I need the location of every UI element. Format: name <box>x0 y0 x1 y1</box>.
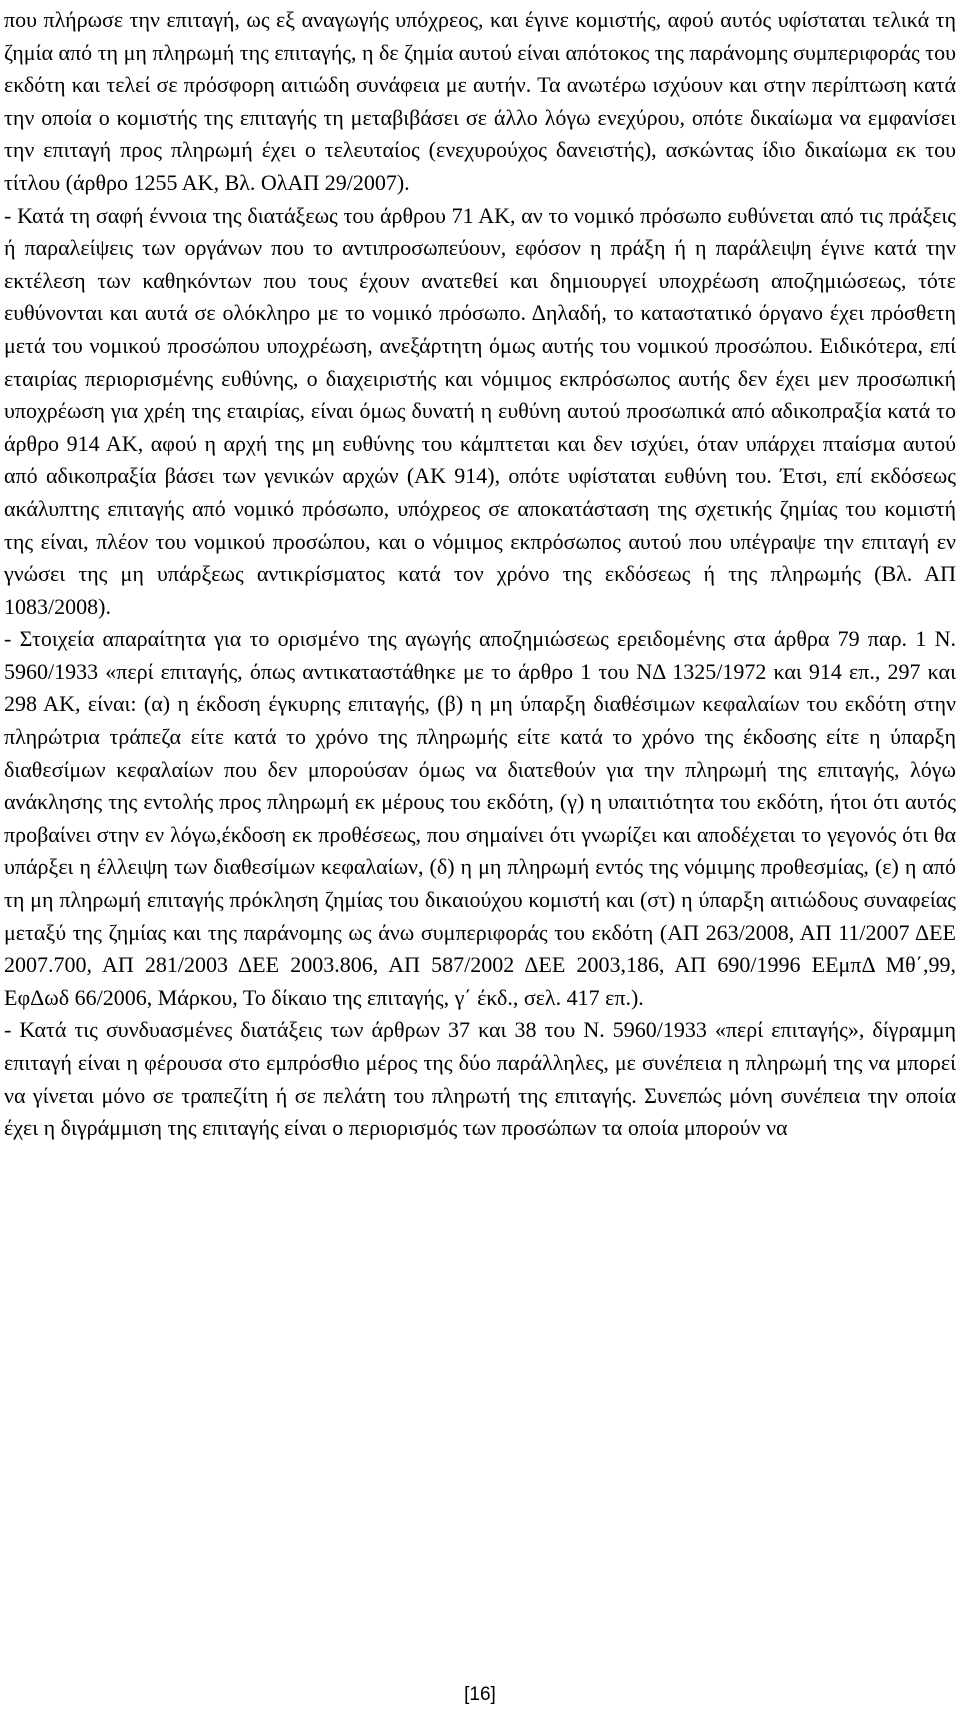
paragraph-3: - Στοιχεία απαραίτητα για το ορισμένο της αγωγής αποζημιώσεως ερειδομένης στα άρθρα 79 παρ. 1 Ν. 5960/1933 «περί επιταγής, όπως αντικαταστάθηκε με το άρθρο 1 του ΝΔ 1325/1972 και 914 επ., 297 και 298 ΑΚ, είναι: (α) η έκδοση έγκυρης επιταγής, (β) η μη ύπαρξη διαθέσιμων κεφαλαίων του εκδότη στην πληρώτρια τράπεζα είτε κατά το χρόνο της πληρωμής είτε κατά το χρόνο της έκδοσης είτε η ύπαρξη διαθεσίμων κεφαλαίων που δεν μπορούσαν όμως να διατεθούν για την πληρωμή της επιταγής, λόγω ανάκλησης της εντολής προς πληρωμή εκ μέρους του εκδότη, (γ) η υπαιτιότητα του εκδότη, ήτοι ότι αυτός προβαίνει στην εν λόγω,έκδοση εκ προθέσεως, που σημαίνει ότι γνωρίζει και αποδέχεται το γεγονός ότι θα υπάρξει η έλλειψη των διαθεσίμων κεφαλαίων, (δ) η μη πληρωμή εντός της νόμιμης προθεσμίας, (ε) η από τη μη πληρωμή επιταγής πρόκληση ζημίας του δικαιούχου κομιστή και (στ) η ύπαρξη αιτιώδους συναφείας μεταξύ της ζημίας και της παράνομης ως άνω συμπεριφοράς του εκδότη (ΑΠ 263/2008, ΑΠ 11/2007 ΔΕΕ 2007.700, ΑΠ 281/2003 ΔΕΕ 2003.806, ΑΠ 587/2002 ΔΕΕ 2003,186, ΑΠ 690/1996 ΕΕμπΔ Μθ΄,99, ΕφΔωδ 66/2006, Μάρκου, Το δίκαιο της επιταγής, γ΄ έκδ., σελ. 417 επ.). <box>4 626 956 1010</box>
body-text <box>4 4 956 1145</box>
paragraph-4: - Κατά τις συνδυασμένες διατάξεις των άρθρων 37 και 38 του Ν. 5960/1933 «περί επιταγής», δίγραμμη επιταγή είναι η φέρουσα στο εμπρόσθιο μέρος της δύο παράλληλες, με συνέπεια η πληρωμή της να μπορεί να γίνεται μόνο σε τραπεζίτη ή σε πελάτη του πληρωτή της επιταγής. Συνεπώς μόνη συνέπεια την οποία έχει η διγράμμιση της επιταγής είναι ο περιορισμός των προσώπων τα οποία μπορούν να <box>4 1017 956 1141</box>
paragraph-1: που πλήρωσε την επιταγή, ως εξ αναγωγής υπόχρεος, και έγινε κομιστής, αφού αυτός υφίσταται τελικά τη ζημία από τη μη πληρωμή της επιταγής, η δε ζημία αυτού είναι απότοκος της παράνομης συμπεριφοράς του εκδότη και τελεί σε πρόσφορη αιτιώδη συνάφεια με αυτήν. Τα ανωτέρω ισχύουν και στην περίπτωση κατά την οποία ο κομιστής της επιταγής τη μεταβιβάσει σε άλλο λόγω ενεχύρου, οπότε δικαίωμα να εμφανίσει την επιταγή προς πληρωμή έχει ο τελευταίος (ενεχυρούχος δανειστής), ασκώντας ίδιο δικαίωμα εκ του τίτλου (άρθρο 1255 ΑΚ, Βλ. ΟλΑΠ 29/2007). <box>4 7 956 195</box>
paragraph-2: - Κατά τη σαφή έννοια της διατάξεως του άρθρου 71 ΑΚ, αν το νομικό πρόσωπο ευθύνεται από τις πράξεις ή παραλείψεις των οργάνων που το αντιπροσωπεύουν, εφόσον η πράξη ή η παράλειψη έγινε κατά την εκτέλεση των καθηκόντων που τους έχουν ανατεθεί και δημιουργεί υποχρέωση αποζημιώσεως, τότε ευθύνονται και αυτά σε ολόκληρο με το νομικό πρόσωπο. Δηλαδή, το καταστατικό όργανο έχει πρόσθετη μετά του νομικού προσώπου υποχρέωση, ανεξάρτητη όμως αυτής του νομικού προσώπου. Ειδικότερα, επί εταιρίας περιορισμένης ευθύνης, ο διαχειριστής και νόμιμος εκπρόσωπος αυτής δεν έχει μεν προσωπική υποχρέωση για χρέη της εταιρίας, είναι όμως δυνατή η ευθύνη αυτού προσωπικά από αδικοπραξία κατά το άρθρο 914 ΑΚ, αφού η αρχή της μη ευθύνης του κάμπτεται και δεν ισχύει, όταν υπάρχει πταίσμα αυτού από αδικοπραξία βάσει των γενικών αρχών (ΑΚ 914), οπότε υφίσταται ευθύνη του. Έτσι, επί εκδόσεως ακάλυπτης επιταγής από νομικό πρόσωπο, υπόχρεος σε αποκατάσταση της σχετικής ζημίας του κομιστή της είναι, πλέον του νομικού προσώπου, και ο νόμιμος εκπρόσωπος αυτού που υπέγραψε την επιταγή εν γνώσει της μη υπάρξεως αντικρίσματος κατά τον χρόνο της εκδόσεως ή της πληρωμής (Βλ. ΑΠ 1083/2008). <box>4 202 956 619</box>
page-number: [16] <box>464 1684 496 1705</box>
